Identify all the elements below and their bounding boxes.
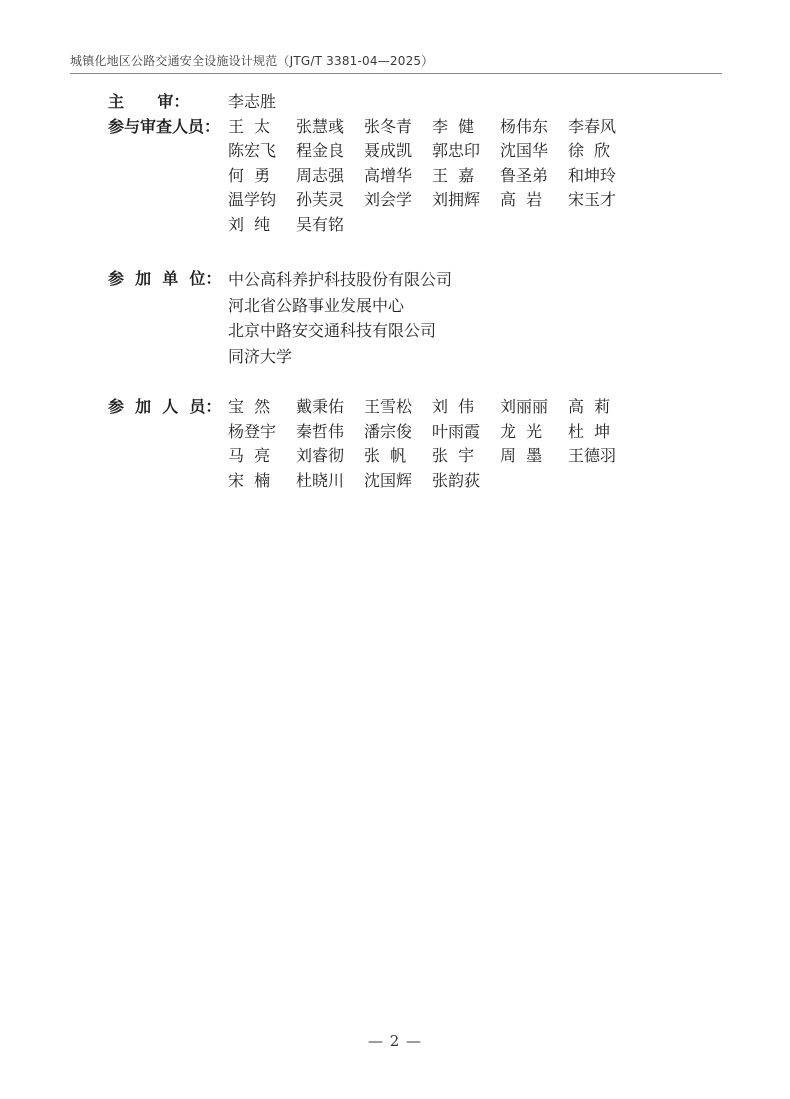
participant-name: 刘丽丽 [500, 397, 549, 416]
reviewer-name: 程金良 [296, 141, 345, 160]
reviewer-name: 郭忠印 [432, 141, 481, 160]
participant-name: 宝 然 [228, 397, 271, 416]
chief-reviewer-label: 主 审： [108, 92, 190, 111]
reviewer-name: 王 太 [228, 116, 271, 136]
chief-reviewer-name: 李志胜 [228, 92, 277, 111]
reviewer-name: 李春风 [568, 116, 617, 136]
reviewer-name: 张慧彧 [296, 116, 345, 136]
reviewer-name: 高增华 [364, 165, 413, 185]
participant-name: 叶雨霞 [432, 421, 481, 441]
participants-label: 参 加 人 员： [108, 397, 222, 416]
participant-name: 杜晓川 [296, 470, 345, 490]
participant-name: 张韵荻 [432, 470, 481, 490]
participant-name: 秦哲伟 [296, 421, 345, 441]
participant-name: 宋 楠 [228, 470, 271, 490]
participant-name: 周 墨 [500, 446, 543, 465]
page-number: — 2 — [367, 1032, 423, 1050]
reviewer-name: 何 勇 [228, 165, 271, 185]
reviewer-name: 宋玉才 [568, 190, 617, 209]
participant-name: 王雪松 [364, 397, 413, 416]
participants-names [228, 395, 636, 493]
reviewer-name: 王 嘉 [432, 165, 475, 185]
participating-units-section [108, 267, 452, 369]
chief-reviewer-section [108, 90, 276, 115]
reviewer-name: 刘 纯 [228, 214, 271, 234]
participant-name: 沈国辉 [364, 470, 413, 490]
unit-name: 中公高科养护科技股份有限公司 [228, 270, 453, 289]
participating-units-label: 参 加 单 位： [108, 269, 222, 288]
reviewer-name: 周志强 [296, 165, 345, 185]
running-header: 城镇化地区公路交通安全设施设计规范（JTG/T 3381-04—2025） [70, 54, 434, 68]
header-divider [70, 73, 722, 74]
unit-name: 北京中路安交通科技有限公司 [228, 321, 437, 340]
unit-name: 同济大学 [228, 346, 293, 366]
reviewer-name: 陈宏飞 [228, 141, 277, 160]
reviewer-name: 鲁圣弟 [500, 165, 549, 185]
reviewer-name: 吴有铭 [296, 214, 345, 234]
reviewer-name: 温学钧 [228, 190, 277, 209]
unit-name: 河北省公路事业发展中心 [228, 295, 405, 315]
review-participants-label: 参与审查人员： [108, 116, 221, 136]
participant-name: 龙 光 [500, 421, 543, 441]
participant-name: 刘 伟 [432, 397, 475, 416]
participant-name: 杨登宇 [228, 421, 277, 441]
participant-name: 张 帆 [364, 446, 407, 465]
review-participants-section [108, 115, 636, 238]
reviewer-name: 李 健 [432, 116, 475, 136]
participant-name: 杜 坤 [568, 421, 611, 441]
reviewer-name: 孙芙灵 [296, 190, 345, 209]
reviewer-name: 杨伟东 [500, 116, 549, 136]
participant-name: 王德羽 [568, 446, 617, 465]
participating-units-list [228, 267, 452, 369]
participant-name: 戴秉佑 [296, 397, 345, 416]
reviewer-name: 刘拥辉 [432, 190, 481, 209]
reviewer-name: 徐 欣 [568, 141, 611, 160]
participant-name: 高 莉 [568, 397, 611, 416]
reviewer-name: 高 岩 [500, 190, 543, 209]
participant-name: 张 宇 [432, 446, 475, 465]
participant-name: 刘睿彻 [296, 446, 345, 465]
participant-name: 潘宗俊 [364, 421, 413, 441]
reviewer-name: 聂成凯 [364, 141, 413, 160]
participants-section [108, 395, 636, 493]
review-participants-names [228, 115, 636, 238]
reviewer-name: 刘会学 [364, 190, 413, 209]
reviewer-name: 和坤玲 [568, 165, 617, 185]
participant-name: 马 亮 [228, 446, 271, 465]
reviewer-name: 张冬青 [364, 116, 413, 136]
reviewer-name: 沈国华 [500, 141, 549, 160]
